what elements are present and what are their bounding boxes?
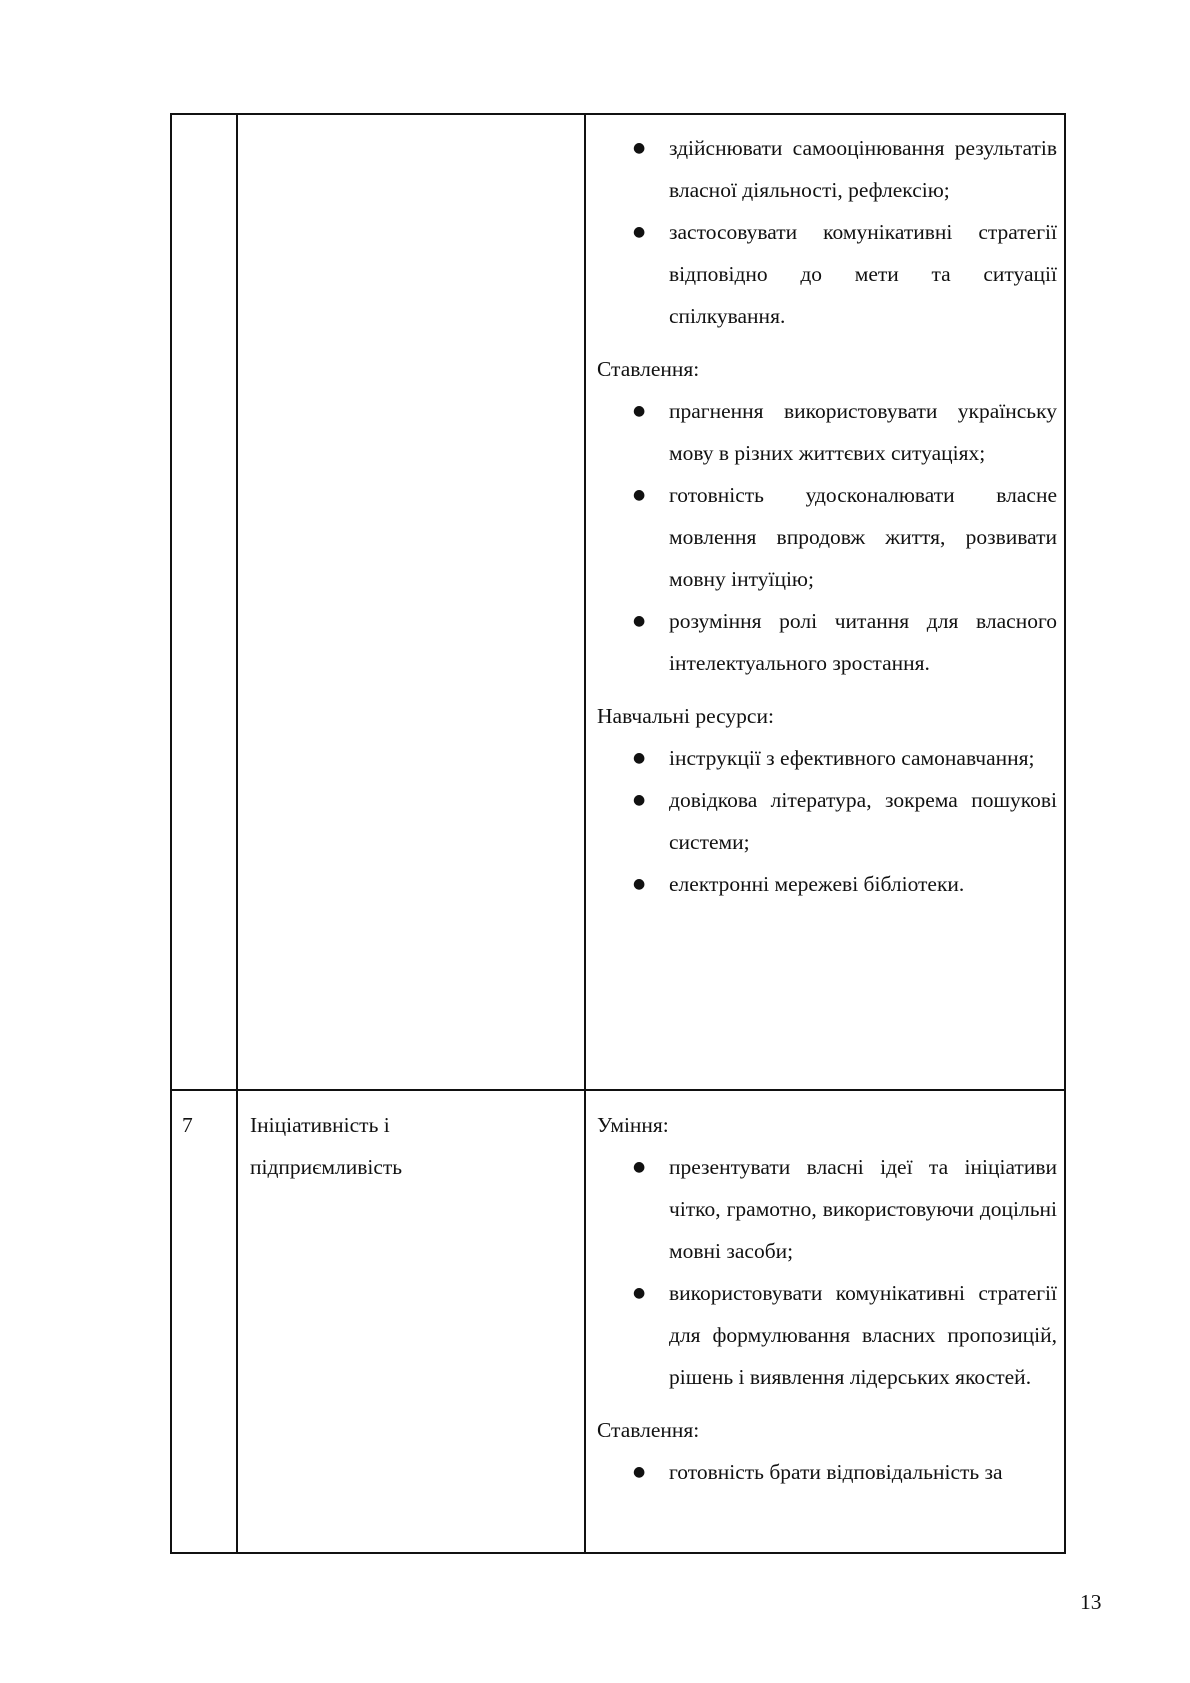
list-item: ● розуміння ролі читання для власного інтелектуального зростання. [597, 600, 1057, 684]
content-cell-continued [597, 127, 1057, 905]
row-number: 7 [182, 1113, 193, 1137]
list-item: ● інструкції з ефективного самонавчання; [597, 737, 1057, 779]
list-item: ● довідкова література, зокрема пошукові системи; [597, 779, 1057, 863]
list-item: ● прагнення використовувати українську мову в різних життєвих ситуаціях; [597, 390, 1057, 474]
competence-table [170, 113, 1066, 1554]
content-cell-row-7 [597, 1104, 1057, 1493]
page-number: 13 [1080, 1590, 1102, 1614]
list-item: ● готовність удосконалювати власне мовлення впродовж життя, розвивати мовну інтуїцію; [597, 474, 1057, 600]
resources-list [597, 737, 1057, 905]
column-divider [236, 115, 238, 1552]
skills-list [597, 1146, 1057, 1398]
attitudes-list [597, 390, 1057, 684]
list-item: ● електронні мережеві бібліотеки. [597, 863, 1057, 905]
list-item: ● готовність брати відповідальність за [597, 1451, 1057, 1493]
attitudes-label: Ставлення: [597, 357, 700, 381]
competence-name-line: підприємливість [250, 1155, 403, 1179]
competence-name-line: Ініціативність і [250, 1113, 390, 1137]
skills-label: Уміння: [597, 1113, 669, 1137]
attitudes-list [597, 1451, 1057, 1493]
resources-label: Навчальні ресурси: [597, 704, 774, 728]
attitudes-label: Ставлення: [597, 1418, 700, 1442]
list-item: ● застосовувати комунікативні стратегії відповідно до мети та ситуації спілкування. [597, 211, 1057, 337]
list-item: ● використовувати комунікативні стратегії для формулювання власних пропозицій, рішень і виявлення лідерських якостей. [597, 1272, 1057, 1398]
list-item: ● здійснювати самооцінювання результатів власної діяльності, рефлексію; [597, 127, 1057, 211]
list-item: ● презентувати власні ідеї та ініціативи чітко, грамотно, використовуючи доцільні мовні засоби; [597, 1146, 1057, 1272]
skills-list [597, 127, 1057, 337]
row-divider [172, 1089, 1064, 1091]
competence-name [250, 1104, 560, 1188]
column-divider [584, 115, 586, 1552]
